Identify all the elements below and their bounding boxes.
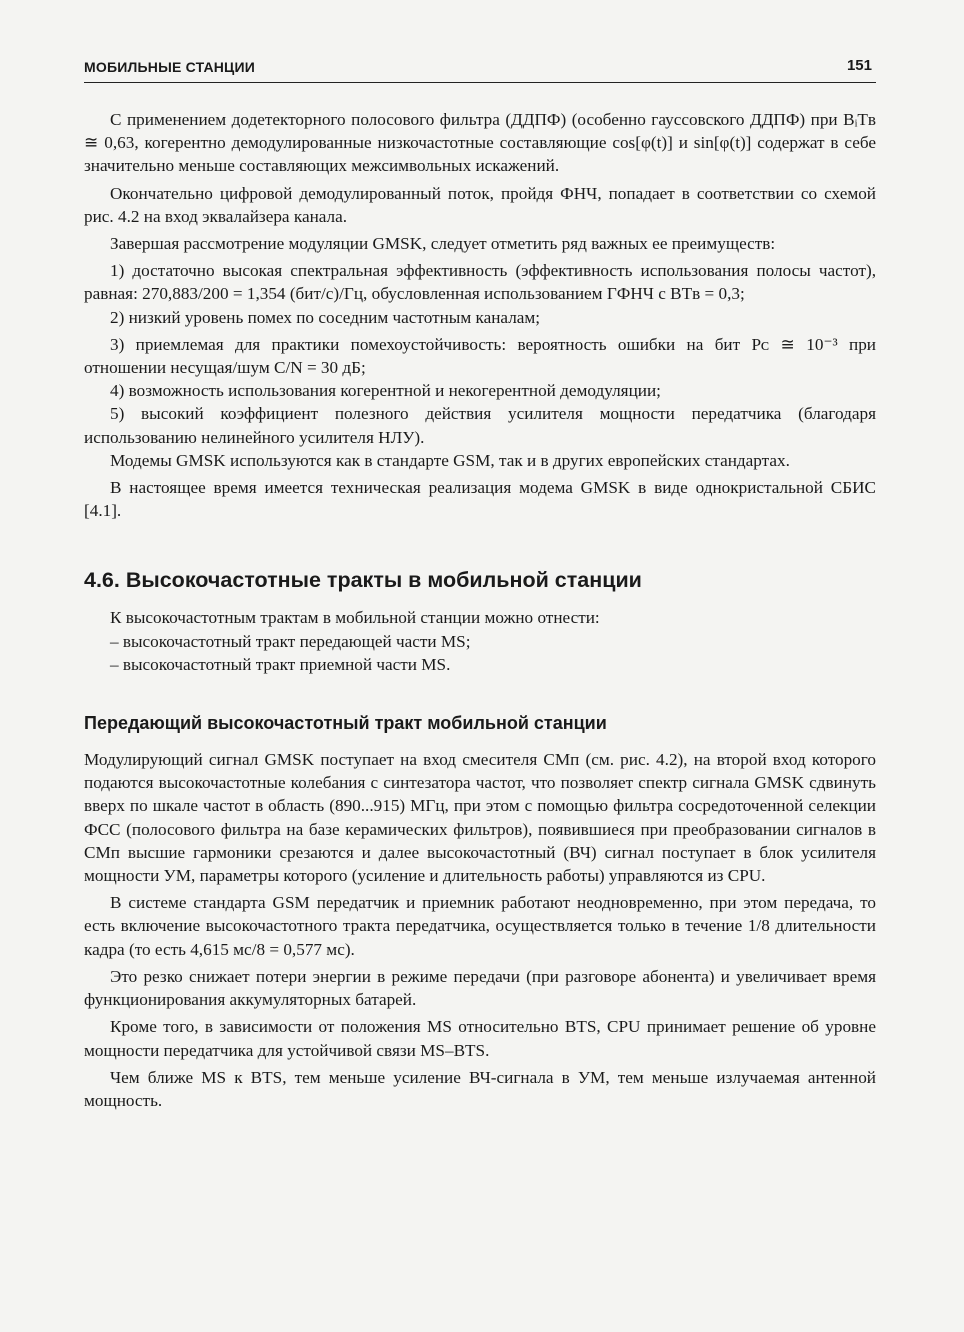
list-item-4: 4) возможность использования когерентной и некогерентной демодуляции;	[110, 381, 661, 401]
section-heading: 4.6. Высокочастотные тракты в мобильной станции	[84, 568, 642, 593]
list-item-2: 2) низкий уровень помех по соседним частотным каналам;	[110, 307, 541, 327]
section-item-receive: – высокочастотный тракт приемной части MS.	[110, 654, 451, 674]
subsection-heading: Передающий высокочастотный тракт мобильной станции	[84, 713, 607, 734]
list-item-1: 1) достаточно высокая спектральная эффективность (эффективность использования полосы частот), равная: 270,883/200 = 1,354 (бит/с)/Гц, обусловленная использованием ГФНЧ с BTʙ = 0,3;	[84, 261, 876, 304]
paragraph-modems: Модемы GMSK используются как в стандарте GSM, так и в других европейских стандартах.	[110, 450, 790, 470]
paragraph-antenna-power: Чем ближе MS к BTS, тем меньше усиление ВЧ-сигнала в УМ, тем меньше излучаемая антенной мощность.	[84, 1067, 876, 1110]
list-item-3: 3) приемлемая для практики помехоустойчивость: вероятность ошибки на бит Pᴄ ≅ 10⁻³ при отношении несущая/шум C/N = 30 дБ;	[84, 334, 876, 378]
page-content	[84, 108, 876, 1112]
paragraph-ddpf: С применением додетекторного полосового фильтра (ДДПФ) (особенно гауссовского ДДПФ) при BᵢTʙ ≅ 0,63, когерентно демодулированные низкочастотные составляющие cos[φ(t)] и sin[φ(t)] содержат в себе значительно меньше составляющих межсимвольных искажений.	[84, 110, 876, 176]
chapter-title: МОБИЛЬНЫЕ СТАНЦИИ	[84, 59, 256, 75]
list-item-5: 5) высокий коэффициент полезного действия усилителя мощности передатчика (благодаря использованию нелинейного усилителя НЛУ).	[84, 404, 876, 447]
running-header	[84, 54, 876, 83]
paragraph-mixer: Модулирующий сигнал GMSK поступает на вход смесителя СМп (см. рис. 4.2), на второй вход которого подаются высокочастотные колебания с синтезатора частот, что позволяет спектр сигнала GMSK сдвинуть вверх по шкале частот в область (890...915) МГц, при этом с помощью фильтра сосредоточенной селекции ФСС (полосового фильтра на базе керамических фильтров), появившиеся при преобразовании сигналов в СМп высшие гармоники срезаются и далее высокочастотный (ВЧ) сигнал поступает в блок усилителя мощности УМ, параметры которого (усиление и длительность работы) управляются из CPU.	[84, 750, 876, 886]
section-intro: К высокочастотным трактам в мобильной станции можно отнести:	[110, 608, 600, 628]
paragraph-sbis: В настоящее время имеется техническая реализация модема GMSK в виде однокристальной СБИС [4.1].	[84, 478, 876, 521]
paragraph-fnch: Окончательно цифровой демодулированный поток, пройдя ФНЧ, попадает в соответствии со схемой рис. 4.2 на вход эквалайзера канала.	[84, 183, 876, 226]
section-item-transmit: – высокочастотный тракт передающей части MS;	[110, 631, 471, 651]
page-number: 151	[846, 57, 872, 74]
paragraph-energy: Это резко снижает потери энергии в режиме передачи (при разговоре абонента) и увеличивает время функционирования аккумуляторных батарей.	[84, 966, 876, 1010]
paragraph-gsm-timing: В системе стандарта GSM передатчик и приемник работают неодновременно, при этом передача, то есть включение высокочастотного тракта передатчика, осуществляется только в течение 1/8 длительности кадра (то есть 4,615 мс/8 = 0,577 мс).	[84, 893, 876, 959]
paragraph-power-level: Кроме того, в зависимости от положения MS относительно BTS, CPU принимает решение об уровне мощности передатчика для устойчивой связи MS–BTS.	[84, 1017, 876, 1060]
paragraph-advantages-intro: Завершая рассмотрение модуляции GMSK, следует отметить ряд важных ее преимуществ:	[110, 234, 776, 254]
